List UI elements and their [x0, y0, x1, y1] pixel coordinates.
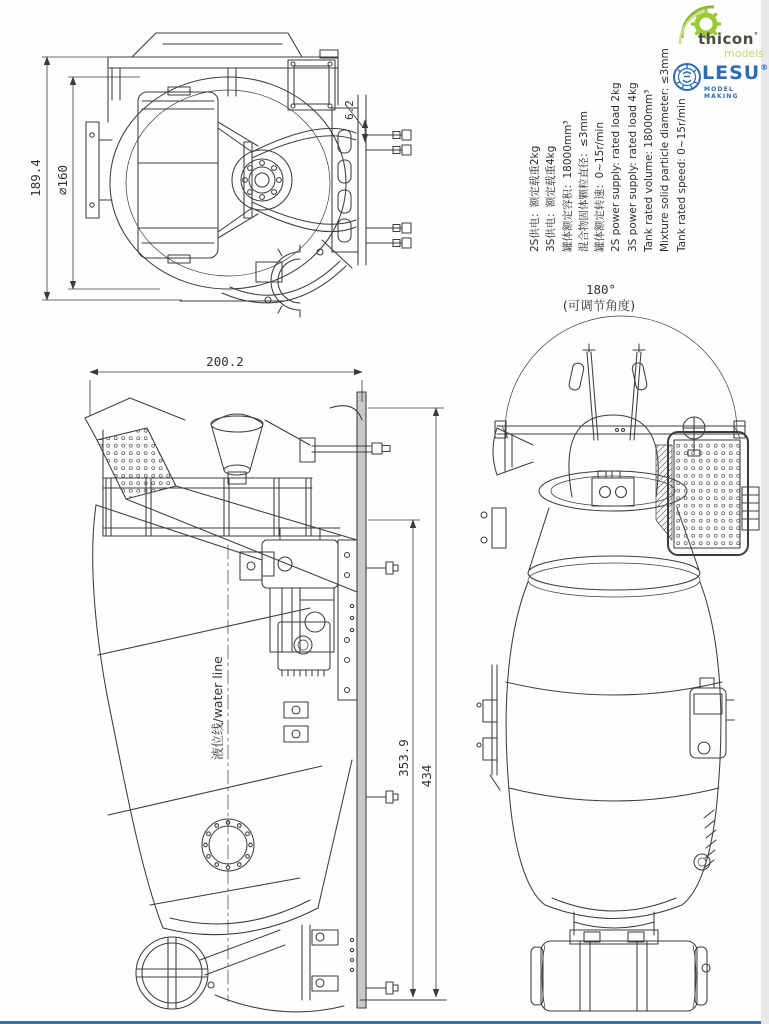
dim-drum-diameter: ⌀160 [55, 164, 70, 196]
rear-view-drawing [477, 316, 759, 1011]
discharge-chute-top [180, 240, 352, 317]
spec-line-cn-2s: 2S供电：额定载重2kg [529, 145, 541, 252]
top-view-dimensions [42, 57, 365, 300]
lesu-logo-text: LESU® [702, 62, 769, 84]
access-platform [668, 432, 759, 555]
spec-line-cn-particle: 混合物固体颗粒直径：≤3mm [577, 111, 590, 252]
spec-line-en-volume: Tank rated volume: 18000mm³ [643, 89, 656, 252]
upper-support-rod [265, 406, 390, 462]
drive-hub [232, 150, 292, 210]
spec-line-cn-speed: 罐体额定转速：0~15r/min [594, 122, 607, 252]
swing-arc [505, 316, 737, 432]
thicon-logo-text: thicon° [698, 30, 759, 48]
dim-height-overall: 434 [419, 764, 434, 788]
spec-line-en-particle: Mixture solid particle diameter: ≤3mm [659, 48, 672, 252]
water-tank [531, 912, 710, 1011]
lesu-logo-sub: MODEL MAKING [704, 86, 739, 100]
brand-logos [664, 4, 769, 100]
dim-height-inner: 353.9 [396, 739, 411, 777]
water-line-label: 液位线/water line [210, 656, 225, 760]
pump-assembly [690, 678, 734, 870]
gearbox-motor [240, 528, 357, 700]
thicon-logo-sub: models [724, 47, 764, 60]
spec-line-cn-3s: 3S供电：额定载重4kg [545, 145, 558, 252]
dim-overall-height: 189.4 [28, 159, 43, 197]
rear-left-bracket [477, 508, 506, 790]
shock-screws [366, 130, 411, 248]
side-view-drawing [85, 392, 446, 1012]
mounting-plate-side [357, 392, 366, 1008]
spec-line-en-2s: 2S power supply: rated load 2kg [610, 82, 623, 252]
swing-angle-note: (可调节角度) [562, 298, 636, 313]
feed-funnel [211, 414, 263, 484]
spec-line-en-speed: Tank rated speed: 0~15r/min [675, 98, 688, 252]
spec-line-cn-volume: 罐体额定容积：18000mm³ [561, 120, 574, 252]
spec-line-en-3s: 3S power supply: rated load 4kg [626, 82, 639, 252]
left-outlet [493, 428, 533, 475]
equipment-box-top [138, 87, 218, 263]
dim-offset: 6.2 [343, 100, 356, 120]
chute-dome [568, 344, 658, 497]
support-wheel [136, 930, 344, 1012]
electronics-box [278, 622, 330, 676]
swing-angle-label: 180° [585, 282, 617, 297]
cross-beam [495, 421, 745, 438]
top-view-drawing [86, 33, 411, 317]
lesu-lion-icon [674, 64, 700, 90]
hopper-assembly [85, 398, 357, 592]
dim-length: 200.2 [206, 354, 244, 369]
